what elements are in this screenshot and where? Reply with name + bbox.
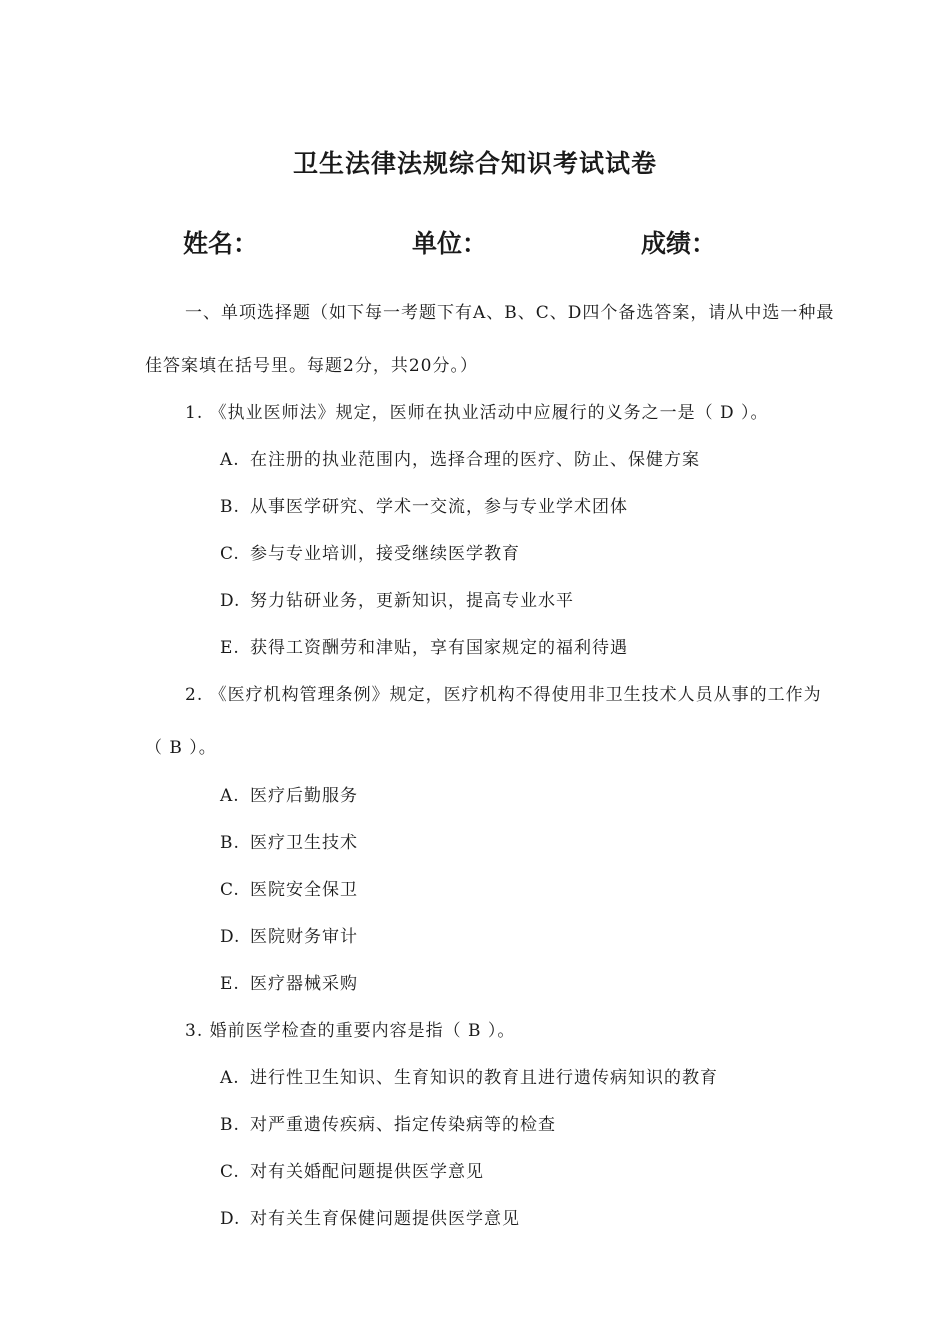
option-letter: C. [220,880,240,900]
section-heading-line2: 佳答案填在括号里。每题2分，共20分。） [145,356,478,376]
option-text: 医院安全保卫 [250,880,358,900]
option-letter: A. [220,1068,240,1088]
question-1-option-a [220,445,700,470]
question-2-option-a [220,781,358,806]
question-1-stem: 1. 《执业医师法》规定，医师在执业活动中应履行的义务之一是（ D ）。 [185,403,769,423]
option-text: 对有关生育保健问题提供医学意见 [250,1209,520,1229]
option-text: 医院财务审计 [250,927,358,947]
option-text: 对严重遗传疾病、指定传染病等的检查 [250,1115,556,1135]
page-title: 卫生法律法规综合知识考试试卷 [292,149,657,178]
question-3-option-a [220,1063,718,1088]
question-1-option-b [220,492,628,517]
question-3-option-c [220,1157,484,1182]
question-1-option-c [220,539,520,564]
option-letter: B. [220,1115,240,1135]
option-text: 努力钻研业务，更新知识，提高专业水平 [250,591,574,611]
question-2-option-e [220,969,358,994]
question-3-option-b [220,1110,556,1135]
question-2-stem: 2. 《医疗机构管理条例》规定，医疗机构不得使用非卫生技术人员从事的工作为 [185,685,822,705]
option-letter: D. [220,927,241,947]
option-letter: C. [220,1162,240,1182]
option-letter: C. [220,544,240,564]
option-letter: B. [220,833,240,853]
question-2-option-b [220,828,358,853]
question-1-option-e [220,633,628,658]
option-text: 医疗卫生技术 [250,833,358,853]
option-letter: E. [220,638,240,658]
question-2-option-d [220,922,358,947]
name-label: 姓名： [183,229,259,258]
section-heading-line1: 一、单项选择题（如下每一考题下有A、B、C、D四个备选答案，请从中选一种最 [185,303,835,323]
option-text: 从事医学研究、学术一交流，参与专业学术团体 [250,497,628,517]
option-text: 参与专业培训，接受继续医学教育 [250,544,520,564]
option-text: 对有关婚配问题提供医学意见 [250,1162,484,1182]
option-letter: B. [220,497,240,517]
option-text: 医疗后勤服务 [250,786,358,806]
option-letter: D. [220,1209,241,1229]
question-3-option-d [220,1204,520,1229]
option-text: 医疗器械采购 [250,974,358,994]
option-text: 在注册的执业范围内，选择合理的医疗、防止、保健方案 [250,450,700,470]
unit-label: 单位： [412,229,488,258]
option-letter: E. [220,974,240,994]
question-3-stem: 3. 婚前医学检查的重要内容是指（ B ）。 [185,1021,516,1041]
option-letter: D. [220,591,241,611]
option-letter: A. [220,450,240,470]
question-1-option-d [220,586,574,611]
option-text: 获得工资酬劳和津贴，享有国家规定的福利待遇 [250,638,628,658]
option-letter: A. [220,786,240,806]
question-2-stem-continued: （ B ）。 [145,738,217,758]
question-2-option-c [220,875,358,900]
score-label: 成绩： [641,229,717,258]
option-text: 进行性卫生知识、生育知识的教育且进行遗传病知识的教育 [250,1068,718,1088]
